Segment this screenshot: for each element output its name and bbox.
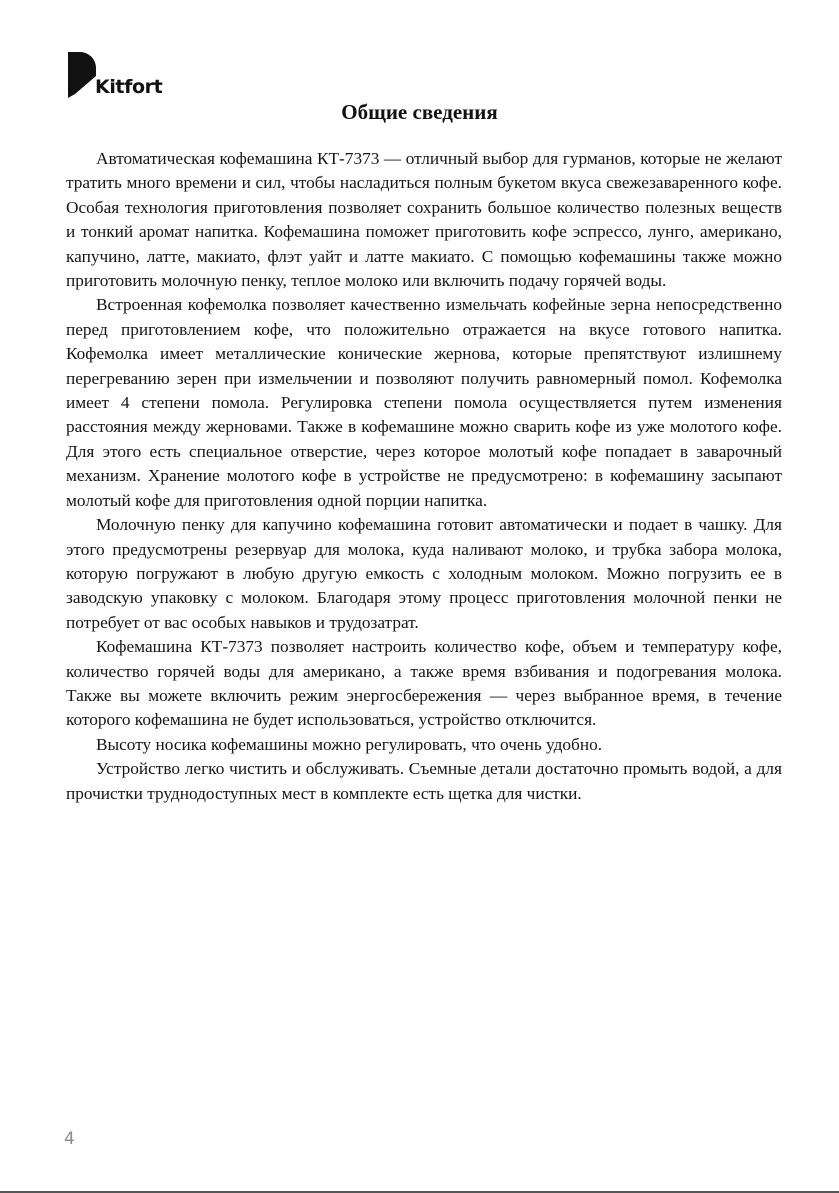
paragraph: Устройство легко чистить и обслуживать. Съемные детали достаточно промыть водой, а для прочистки труднодоступных мест в комплекте есть щетка для чистки.: [66, 759, 782, 803]
brand-logo: [66, 52, 176, 100]
section-title: Общие сведения: [341, 100, 498, 124]
paragraph: Встроенная кофемолка позволяет качественно измельчать кофейные зерна непосредственно перед приготовлением кофе, что положительно отражается на вкусе готового напитка. Кофемолка имеет металлические конические жернова, которые препятствуют излишнему перегреванию зерен при измельчении и позволяют получить равномерный помол. Кофемолка имеет 4 степени помола. Регулировка степени помола осуществляется путем изменения расстояния между жерновами. Также в кофемашине можно сварить кофе из уже молотого кофе. Для этого есть специальное отверстие, через которое молотый кофе попадает в заварочный механизм. Хранение молотого кофе в устройстве не предусмотрено: в кофемашину засыпают молотый кофе для приготовления одной порции напитка.: [66, 295, 782, 510]
paragraph: Молочную пенку для капучино кофемашина готовит автоматически и подает в чашку. Для этого предусмотрены резервуар для молока, куда наливают молоко, и трубка забора молока, которую погружают в любую другую емкость с холодным молоком. Можно погрузить ее в заводскую упаковку с молоком. Благодаря этому процесс приготовления молочной пенки не потребует от вас особых навыков и трудозатрат.: [66, 515, 782, 632]
paragraph: Кофемашина КТ-7373 позволяет настроить количество кофе, объем и температуру кофе, количество горячей воды для американо, а также время взбивания и подогревания молока. Также вы можете включить режим энергосбережения — через выбранное время, в течение которого кофемашина не будет использоваться, устройство отключится.: [66, 637, 782, 730]
paragraph: Автоматическая кофемашина КТ-7373 — отличный выбор для гурманов, которые не желают тратить много времени и сил, чтобы насладиться полным букетом вкуса свежезаваренного кофе. Особая технология приготовления позволяет сохранить большое количество полезных веществ и тонкий аромат напитка. Кофемашина поможет приготовить кофе эспрессо, лунго, американо, капучино, латте, макиато, флэт уайт и латте макиато. С помощью кофемашины также можно приготовить молочную пенку, теплое молоко или включить подачу горячей воды.: [66, 149, 782, 291]
kitfort-logo-icon: [66, 52, 96, 98]
page-number: 4: [64, 1129, 75, 1149]
brand-name: Kitfort: [95, 76, 163, 98]
paragraph: Высоту носика кофемашины можно регулировать, что очень удобно.: [96, 734, 603, 754]
body-text: [66, 147, 782, 806]
